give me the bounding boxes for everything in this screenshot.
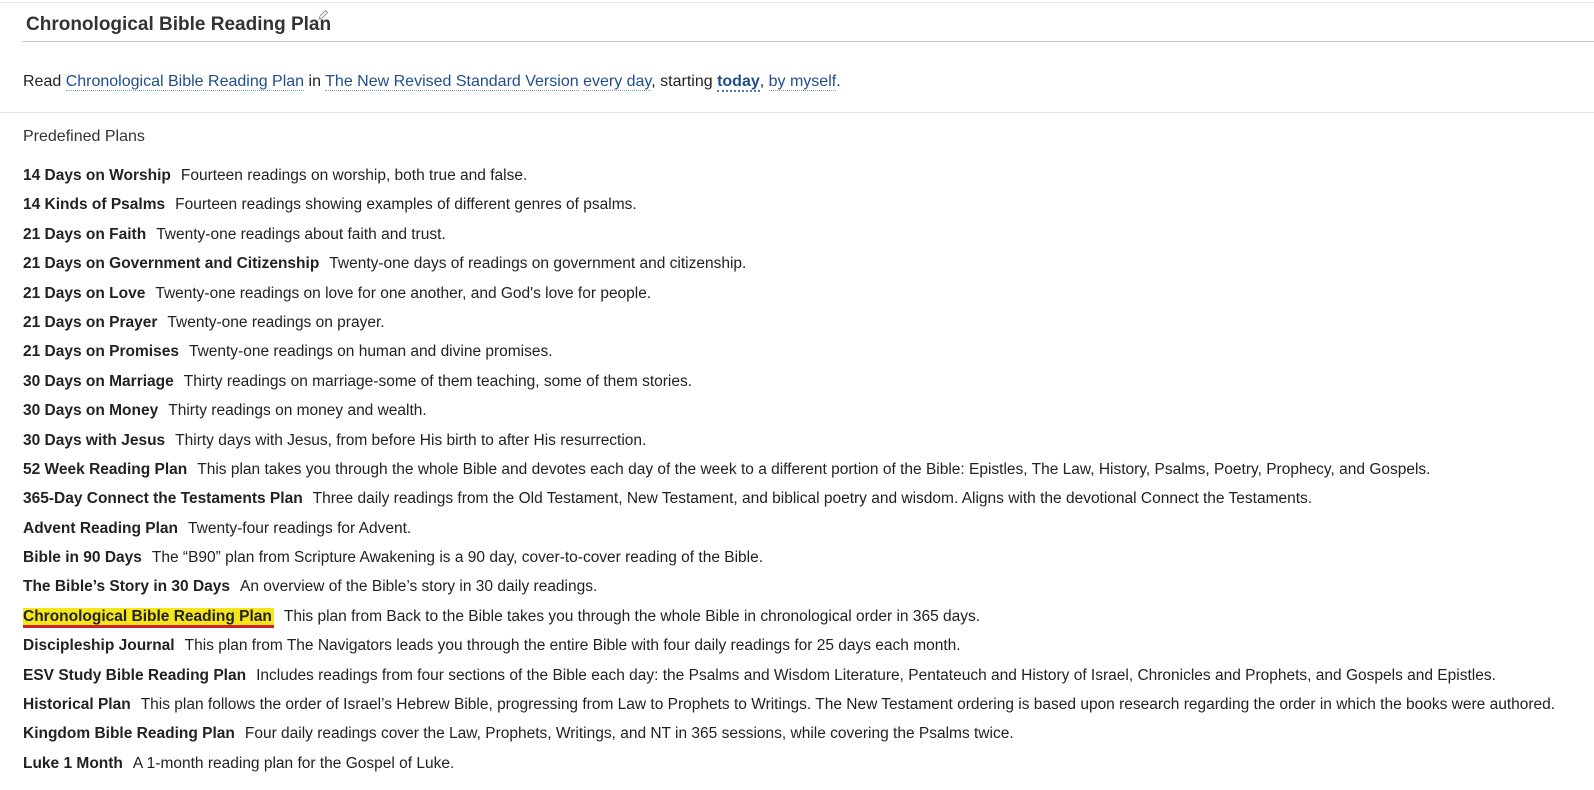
plan-item[interactable] xyxy=(23,428,1583,457)
summary-starting: , starting xyxy=(651,73,718,90)
plan-description: Twenty-one readings about faith and trust. xyxy=(156,225,446,243)
plan-description: Twenty-one readings on prayer. xyxy=(167,313,385,331)
plan-description: Twenty-one days of readings on government and citizenship. xyxy=(329,255,747,273)
plan-description: A 1-month reading plan for the Gospel of Luke. xyxy=(132,754,455,772)
summary-prefix: Read xyxy=(23,73,66,90)
page-title: Chronological Bible Reading Plan xyxy=(26,14,332,35)
plan-item[interactable] xyxy=(23,457,1583,486)
plan-item[interactable] xyxy=(23,251,1583,280)
plan-item[interactable] xyxy=(23,751,1583,780)
plan-name[interactable]: The Bible’s Story in 30 Days xyxy=(23,578,231,596)
plan-name[interactable]: 52 Week Reading Plan xyxy=(23,460,188,478)
plan-name[interactable]: Advent Reading Plan xyxy=(23,519,179,537)
plan-item[interactable] xyxy=(23,721,1583,750)
plan-description: Three daily readings from the Old Testament, New Testament, and biblical poetry and wisdom. Aligns with the devotional Connect the Testaments. xyxy=(312,490,1313,508)
plan-item[interactable] xyxy=(23,633,1583,662)
plan-item[interactable] xyxy=(23,339,1583,368)
plan-name[interactable]: Historical Plan xyxy=(23,696,131,714)
plan-header xyxy=(22,8,1594,42)
plan-name[interactable]: 21 Days on Prayer xyxy=(23,313,158,331)
plan-item[interactable] xyxy=(23,663,1583,692)
plan-item-selected[interactable] xyxy=(23,604,1583,633)
plan-description: This plan from The Navigators leads you through the entire Bible with four daily readings for 25 days each month. xyxy=(184,637,961,655)
edit-pencil-icon[interactable] xyxy=(317,9,329,21)
predefined-plans-heading: Predefined Plans xyxy=(23,128,145,145)
version-link[interactable]: The New Revised Standard Version xyxy=(325,73,579,90)
top-border xyxy=(0,2,1594,3)
plan-name[interactable]: 14 Days on Worship xyxy=(23,167,171,184)
section-divider xyxy=(0,112,1594,113)
plan-name[interactable]: ESV Study Bible Reading Plan xyxy=(23,666,247,684)
plan-item[interactable] xyxy=(23,516,1583,545)
frequency-link[interactable]: every day xyxy=(583,73,652,90)
plan-name[interactable]: Chronological Bible Reading Plan xyxy=(23,608,274,628)
plan-link[interactable]: Chronological Bible Reading Plan xyxy=(65,73,305,90)
plan-item[interactable] xyxy=(23,281,1583,310)
plan-name[interactable]: 30 Days on Money xyxy=(23,402,159,420)
plan-name[interactable]: 21 Days on Love xyxy=(23,284,146,302)
plan-description: Includes readings from four sections of the Bible each day: the Psalms and Wisdom Literature, Pentateuch and History of Israel, Chronicles and Prophets, and Gospels and Epistles. xyxy=(256,666,1496,684)
plan-item[interactable] xyxy=(23,163,1583,192)
plan-item[interactable] xyxy=(23,192,1583,221)
plan-description: Thirty readings on money and wealth. xyxy=(168,402,427,420)
plan-name[interactable]: 21 Days on Faith xyxy=(23,225,147,243)
plan-item[interactable] xyxy=(23,574,1583,603)
plan-description: Thirty days with Jesus, from before His birth to after His resurrection. xyxy=(175,431,647,449)
plan-name[interactable]: 30 Days on Marriage xyxy=(23,372,174,390)
summary-in: in xyxy=(304,73,326,90)
plan-name[interactable]: 21 Days on Promises xyxy=(23,343,179,361)
plan-description: Four daily readings cover the Law, Prophets, Writings, and NT in 365 sessions, while covering the Psalms twice. xyxy=(244,725,1014,743)
plan-description: This plan from Back to the Bible takes you through the whole Bible in chronological order in 365 days. xyxy=(283,607,981,625)
plan-item[interactable] xyxy=(23,369,1583,398)
plan-name[interactable]: 365-Day Connect the Testaments Plan xyxy=(23,490,303,508)
plan-name[interactable]: 14 Kinds of Psalms xyxy=(23,196,166,214)
plan-description: Fourteen readings on worship, both true and false. xyxy=(180,167,528,184)
plan-item[interactable] xyxy=(23,398,1583,427)
plan-name[interactable]: Kingdom Bible Reading Plan xyxy=(23,725,235,743)
plan-name[interactable]: 30 Days with Jesus xyxy=(23,431,166,449)
plan-description: This plan follows the order of Israel’s Hebrew Bible, progressing from Law to Prophets to Writings. The New Testament ordering is based upon research regarding the order in which the books were authored. xyxy=(140,696,1556,714)
plan-list xyxy=(23,163,1583,780)
plan-item[interactable] xyxy=(23,545,1583,574)
plan-item[interactable] xyxy=(23,310,1583,339)
start-date-link[interactable]: today xyxy=(717,73,760,90)
plan-description: An overview of the Bible’s story in 30 daily readings. xyxy=(240,578,598,596)
plan-name[interactable]: Discipleship Journal xyxy=(23,637,175,655)
plan-item[interactable] xyxy=(23,222,1583,251)
participants-link[interactable]: by myself xyxy=(768,73,837,90)
plan-description: Thirty readings on marriage-some of them teaching, some of them stories. xyxy=(183,372,693,390)
plan-description: This plan takes you through the whole Bible and devotes each day of the week to a different portion of the Bible: Epistles, The Law, History, Psalms, Poetry, Prophecy, and Gospels. xyxy=(197,460,1431,478)
plan-description: Twenty-one readings on love for one another, and God's love for people. xyxy=(155,284,652,302)
plan-description: The “B90” plan from Scripture Awakening is a 90 day, cover-to-cover reading of the Bible. xyxy=(151,549,764,567)
plan-description: Fourteen readings showing examples of different genres of psalms. xyxy=(175,196,637,214)
plan-name[interactable]: 21 Days on Government and Citizenship xyxy=(23,255,320,273)
summary-period: . xyxy=(836,73,841,90)
summary-comma: , xyxy=(759,73,769,90)
plan-description: Twenty-one readings on human and divine promises. xyxy=(188,343,553,361)
plan-description: Twenty-four readings for Advent. xyxy=(188,519,412,537)
plan-name[interactable]: Bible in 90 Days xyxy=(23,549,142,567)
plan-item[interactable] xyxy=(23,486,1583,515)
plan-summary-sentence xyxy=(23,73,841,91)
plan-name[interactable]: Luke 1 Month xyxy=(23,754,123,772)
plan-item[interactable] xyxy=(23,692,1583,721)
